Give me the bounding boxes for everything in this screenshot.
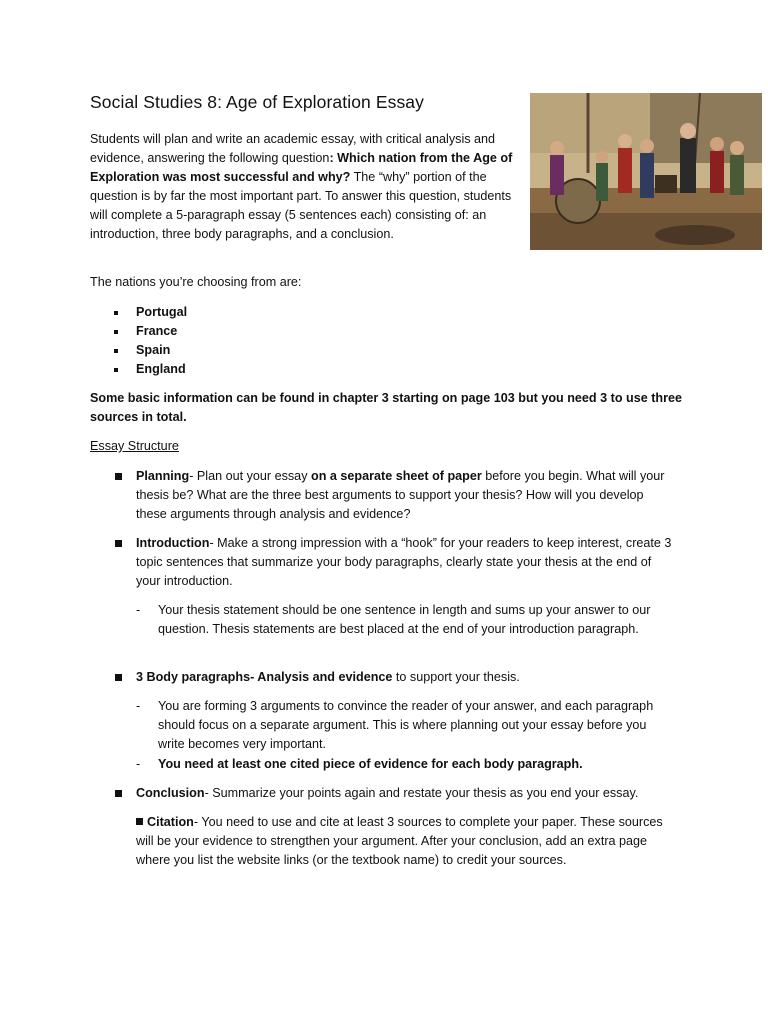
conclusion-item: [112, 784, 677, 803]
citation-text: - You need to use and cite at least 3 sources to complete your paper. These sources will be your evidence to strengthen your argument. After your conclusion, add an extra page where you list the website links (or the textbook name) to credit your sources.: [136, 815, 663, 867]
introduction-subitem: [136, 601, 676, 639]
bullet-square-icon: [115, 790, 122, 797]
dash-marker: -: [136, 757, 141, 771]
nations-label: The nations you’re choosing from are:: [90, 275, 302, 289]
bullet-square-icon: [114, 330, 118, 334]
page-title: Social Studies 8: Age of Exploration Essay: [90, 92, 424, 112]
planning-item: [112, 467, 677, 524]
body-paragraphs-label: 3 Body paragraphs- Analysis and evidence: [136, 670, 393, 684]
essay-question: Which nation from the Age of Exploration was most successful and why?: [90, 151, 513, 184]
bullet-square-icon: [115, 674, 122, 681]
body-subitem-evidence: [136, 755, 676, 774]
planning-label: Planning: [136, 469, 190, 483]
intro-text-continued: The “why” portion of the question is by far the most important part. To answer this question, students will complete a 5-paragraph essay (5 sentences each) consisting of: an introduction, three body paragraphs, and a conclusion.: [90, 170, 512, 241]
dash-marker: -: [136, 603, 141, 617]
nation-france: France: [136, 324, 178, 338]
nation-spain: Spain: [136, 343, 171, 357]
arguments-note: You are forming 3 arguments to convince the reader of your answer, and each paragraph should focus on a separate argument. This is where planning out your essay before you write becomes very important.: [158, 699, 654, 751]
intro-colon: :: [329, 151, 338, 165]
bullet-square-icon: [114, 349, 118, 353]
bullet-square-icon: [115, 540, 122, 547]
introduction-text: - Make a strong impression with a “hook” for your readers to keep interest, create 3 topic sentences that summarize your body paragraphs, clearly state your thesis at the end of your introduction.: [136, 536, 672, 588]
sources-note: Some basic information can be found in chapter 3 starting on page 103 but you need 3 to use three sources in total.: [90, 391, 683, 424]
evidence-note: You need at least one cited piece of evidence for each body paragraph.: [158, 757, 583, 771]
bullet-square-icon: [115, 473, 122, 480]
body-paragraphs-text: to support your thesis.: [392, 670, 520, 684]
body-subitem-arguments: [136, 697, 676, 754]
nation-portugal: Portugal: [136, 305, 188, 319]
list-item: [112, 303, 187, 322]
conclusion-label: Conclusion: [136, 786, 205, 800]
bullet-square-icon: [136, 818, 143, 825]
planning-text-continued: before you begin. What will your thesis be? What are the three best arguments to support your thesis? How will you develop these arguments through analysis and evidence?: [136, 469, 665, 521]
citation-item: [136, 813, 676, 870]
introduction-label: Introduction: [136, 536, 210, 550]
exploration-illustration: [530, 93, 762, 250]
planning-text: - Plan out your essay: [189, 469, 311, 483]
intro-text: Students will plan and write an academic essay, with critical analysis and evidence, answering the following question: [90, 132, 496, 165]
nation-list: [112, 303, 187, 379]
nation-england: England: [136, 362, 186, 376]
intro-paragraph: [90, 130, 515, 244]
thesis-note: Your thesis statement should be one sentence in length and sums up your answer to our question. Thesis statements are best placed at the end of your introduction paragraph.: [158, 603, 651, 636]
body-paragraphs-item: [112, 668, 677, 687]
dash-marker: -: [136, 699, 141, 713]
bullet-square-icon: [114, 368, 118, 372]
list-item: [112, 360, 187, 379]
planning-emphasis: on a separate sheet of paper: [311, 469, 482, 483]
list-item: [112, 322, 187, 341]
essay-structure-heading: Essay Structure: [90, 439, 179, 453]
list-item: [112, 341, 187, 360]
conclusion-text: - Summarize your points again and restate your thesis as you end your essay.: [204, 786, 639, 800]
introduction-item: [112, 534, 677, 591]
bullet-square-icon: [114, 311, 118, 315]
citation-label: Citation: [147, 815, 194, 829]
painting-image: [530, 93, 762, 250]
